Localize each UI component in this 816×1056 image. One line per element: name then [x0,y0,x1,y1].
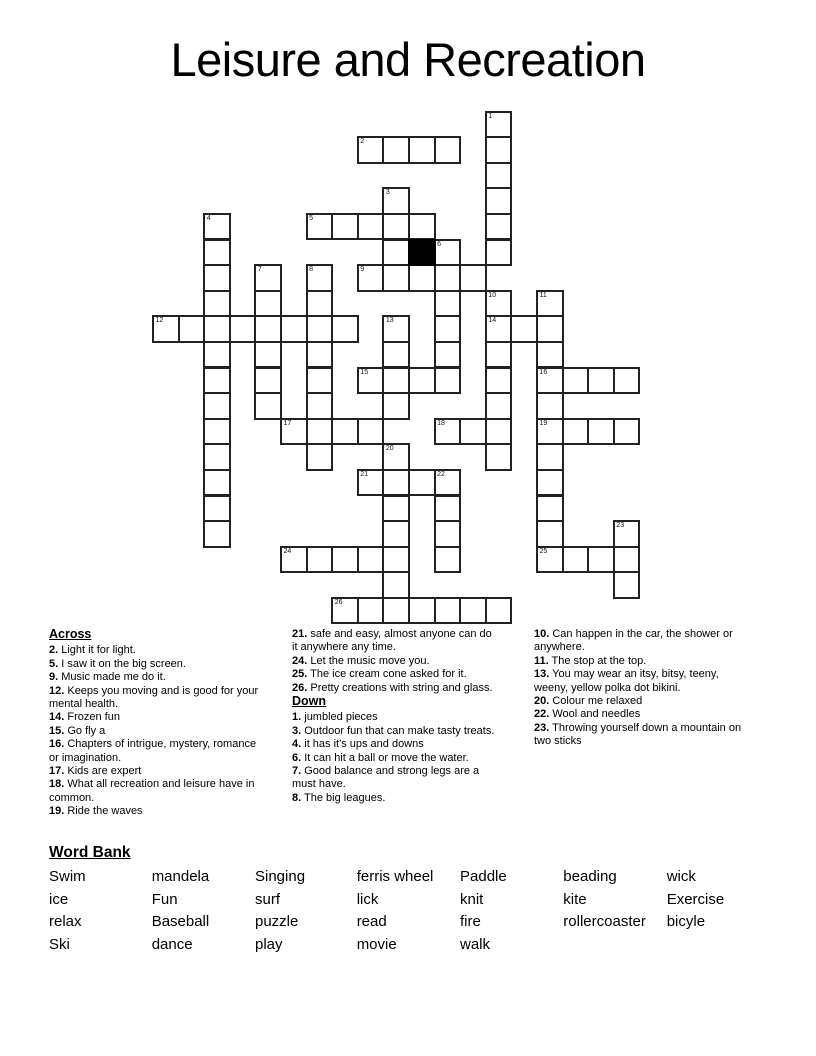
grid-cell-r2-c13[interactable] [485,162,513,190]
word-bank-column-3 [255,866,305,956]
grid-cell-r13-c9[interactable] [382,443,410,471]
clue-down-23 [534,722,750,749]
grid-cell-r9-c9[interactable] [382,341,410,369]
grid-cell-r19-c7[interactable] [331,597,359,625]
grid-cell-r11-c13[interactable] [485,392,513,420]
grid-cell-r8-c1[interactable] [178,315,206,343]
clue-number: 16. [49,738,65,751]
cell-number-6: 6 [437,240,441,248]
grid-cell-r18-c18[interactable] [613,571,641,599]
cell-number-8: 8 [309,266,313,274]
grid-cell-r11-c9[interactable] [382,392,410,420]
grid-cell-r17-c15[interactable] [536,546,564,574]
grid-cell-r7-c6[interactable] [306,290,334,318]
grid-cell-r19-c11[interactable] [434,597,462,625]
grid-cell-r10-c9[interactable] [382,367,410,395]
clue-number: 1. [292,711,302,724]
word-bank-column-1 [49,866,86,956]
grid-cell-r4-c10[interactable] [408,213,436,241]
clue-down-11 [534,655,750,668]
clue-number: 17. [49,765,65,778]
clue-text: Good balance and strong legs are a must have. [292,765,480,791]
grid-cell-r8-c4[interactable] [254,315,282,343]
grid-cell-r3-c13[interactable] [485,187,513,215]
word-bank-word: Paddle [460,868,507,885]
grid-cell-r0-c13[interactable] [485,111,513,139]
clue-down-6 [292,752,497,765]
word-bank-word: walk [460,935,491,953]
word-bank-word: beading [563,868,617,885]
grid-cell-r12-c16[interactable] [562,418,590,446]
clue-number: 23. [534,721,550,734]
grid-cell-r10-c4[interactable] [254,367,282,395]
clues-column-middle [292,628,497,805]
grid-cell-r8-c11[interactable] [434,315,462,343]
cell-number-1: 1 [488,112,493,120]
clue-number: 21. [292,628,308,640]
grid-cell-r6-c11[interactable] [434,264,462,292]
grid-cell-r4-c7[interactable] [331,213,359,241]
grid-cell-r17-c18[interactable] [613,546,641,574]
grid-cell-r11-c2[interactable] [203,392,231,420]
clue-across-15 [49,725,259,738]
clue-number: 5. [49,657,59,670]
grid-cell-r8-c7[interactable] [331,315,359,343]
clue-across-2 [49,644,259,657]
clues-column-left [49,628,259,819]
word-bank-word: fire [460,913,481,931]
crossword-grid [152,111,640,625]
clue-number: 19. [49,805,65,818]
clue-number: 15. [49,724,65,737]
grid-cell-r5-c9[interactable] [382,239,410,267]
grid-cell-r8-c5[interactable] [280,315,308,343]
grid-cell-r13-c13[interactable] [485,443,513,471]
cell-number-25: 25 [539,547,548,555]
word-bank-word: Exercise [666,890,725,908]
word-bank-word: mandela [151,868,210,885]
cell-number-12: 12 [155,317,164,325]
clue-number: 13. [534,668,550,681]
grid-cell-r19-c12[interactable] [459,597,487,625]
clues-column-right [534,628,750,749]
cell-number-4: 4 [206,214,211,222]
grid-cell-r15-c11[interactable] [434,495,462,523]
cell-number-7: 7 [257,266,262,274]
grid-cell-r4-c9[interactable] [382,213,410,241]
grid-cell-r16-c15[interactable] [536,520,564,548]
word-bank-column-5 [460,866,507,956]
grid-cell-r7-c15[interactable] [536,290,564,318]
clue-across-16 [49,738,259,765]
grid-cell-r5-c13[interactable] [485,239,513,267]
grid-cell-r10-c17[interactable] [587,367,615,395]
cell-number-5: 5 [309,214,313,222]
word-bank-column-6 [563,866,646,934]
word-bank-word: movie [356,935,397,953]
clue-number: 18. [49,778,65,791]
grid-cell-r14-c8[interactable] [357,469,385,497]
grid-cell-r10-c2[interactable] [203,367,231,395]
word-bank-word: bicyle [666,913,706,931]
word-bank-word: dance [151,935,193,953]
word-bank-word: Singing [255,868,306,885]
word-bank-column-2 [152,866,210,956]
clue-text: The big leagues. [301,791,386,804]
clue-number: 25. [292,668,308,681]
grid-cell-r10-c18[interactable] [613,367,641,395]
grid-cell-r17-c7[interactable] [331,546,359,574]
word-bank-column-7 [667,866,725,934]
cell-number-26: 26 [334,598,343,606]
clue-text: Colour me relaxed [549,695,643,708]
grid-cell-r9-c4[interactable] [254,341,282,369]
cell-number-10: 10 [488,291,497,299]
grid-cell-r7-c13[interactable] [485,290,513,318]
down-header: Down [292,694,327,709]
grid-cell-r17-c6[interactable] [306,546,334,574]
cell-number-19: 19 [539,419,548,427]
clue-number: 9. [49,671,59,684]
grid-cell-r17-c11[interactable] [434,546,462,574]
clue-text: You may wear an itsy, bitsy, teeny, weeny, yellow polka dot bikini. [534,668,719,694]
clue-down-7 [292,765,497,792]
word-bank-word: read [356,913,387,931]
grid-cell-r6-c12[interactable] [459,264,487,292]
grid-cell-r19-c8[interactable] [357,597,385,625]
across-header: Across [49,627,92,641]
grid-cell-r10-c8[interactable] [357,367,385,395]
clue-across-18 [49,778,259,805]
clue-number: 24. [292,654,308,667]
grid-cell-r8-c15[interactable] [536,315,564,343]
grid-cell-r3-c9[interactable] [382,187,410,215]
grid-cell-r15-c15[interactable] [536,495,564,523]
clue-text: The ice cream cone asked for it. [307,668,467,681]
clue-text: jumbled pieces [301,711,378,724]
clue-number: 8. [292,791,302,804]
clue-text: Chapters of intrigue, mystery, romance or imagination. [49,738,257,764]
grid-cell-r8-c13[interactable] [485,315,513,343]
clue-text: Go fly a [64,724,106,737]
grid-cell-r4-c13[interactable] [485,213,513,241]
clue-text: safe and easy, almost anyone can do it anywhere any time. [292,628,492,654]
grid-cell-r5-c11[interactable] [434,239,462,267]
clue-across-19 [49,805,259,818]
word-bank-word: lick [356,890,379,908]
grid-cell-r8-c3[interactable] [229,315,257,343]
grid-cell-r4-c6[interactable] [306,213,334,241]
grid-cell-r14-c15[interactable] [536,469,564,497]
grid-cell-r17-c5[interactable] [280,546,308,574]
grid-cell-r1-c8[interactable] [357,136,385,164]
clue-text: Wool and needles [549,708,641,721]
word-bank-word: play [255,935,283,953]
puzzle-title: Leisure and Recreation [170,33,646,86]
grid-cell-r19-c10[interactable] [408,597,436,625]
grid-cell-r14-c2[interactable] [203,469,231,497]
cell-number-24: 24 [283,547,292,555]
word-bank-word: Swim [49,868,86,885]
clue-down-20 [534,695,750,708]
clue-down-13 [534,668,750,695]
clue-down-10 [534,628,750,655]
word-bank-header: Word Bank [49,844,131,861]
grid-cell-r8-c9[interactable] [382,315,410,343]
word-bank-word: relax [49,913,82,931]
cell-number-14: 14 [488,317,497,325]
clue-text: Outdoor fun that can make tasty treats. [301,724,495,737]
cell-number-17: 17 [283,419,292,427]
grid-cell-r17-c8[interactable] [357,546,385,574]
clue-text: Throwing yourself down a mountain on two sticks [534,721,742,748]
grid-cell-r17-c9[interactable] [382,546,410,574]
grid-cell-r1-c11[interactable] [434,136,462,164]
grid-cell-r7-c4[interactable] [254,290,282,318]
clue-number: 26. [292,681,308,694]
clue-text: Keeps you moving and is good for your mental health. [49,684,259,711]
clue-number: 12. [49,684,65,697]
grid-cell-r16-c11[interactable] [434,520,462,548]
clue-number: 22. [534,708,550,721]
grid-cell-r9-c11[interactable] [434,341,462,369]
grid-cell-r17-c17[interactable] [587,546,615,574]
grid-cell-r12-c8[interactable] [357,418,385,446]
grid-cell-r16-c2[interactable] [203,520,231,548]
word-bank-word: rollercoaster [563,913,646,931]
cell-number-11: 11 [539,291,547,299]
grid-cell-r9-c13[interactable] [485,341,513,369]
word-bank-word: surf [255,890,281,908]
black-cell [408,239,436,267]
grid-cell-r10-c15[interactable] [536,367,564,395]
grid-cell-r12-c5[interactable] [280,418,308,446]
word-bank-word: wick [666,868,696,885]
grid-cell-r13-c15[interactable] [536,443,564,471]
clue-down-22 [534,708,750,721]
word-bank-word: ferris wheel [356,868,434,885]
clue-text: The stop at the top. [548,654,647,667]
grid-cell-r17-c16[interactable] [562,546,590,574]
grid-cell-r1-c10[interactable] [408,136,436,164]
grid-cell-r6-c8[interactable] [357,264,385,292]
grid-cell-r9-c6[interactable] [306,341,334,369]
clue-number: 20. [534,695,550,708]
clue-down-1 [292,711,497,724]
cell-number-9: 9 [360,266,365,274]
grid-cell-r4-c8[interactable] [357,213,385,241]
clue-across-17 [49,765,259,778]
grid-cell-r11-c6[interactable] [306,392,334,420]
grid-cell-r7-c11[interactable] [434,290,462,318]
grid-cell-r19-c13[interactable] [485,597,513,625]
word-bank-word: Fun [151,890,178,908]
grid-cell-r12-c17[interactable] [587,418,615,446]
clue-text: Frozen fun [64,711,120,724]
grid-cell-r5-c2[interactable] [203,239,231,267]
clue-text: I saw it on the big screen. [58,657,186,670]
grid-cell-r12-c13[interactable] [485,418,513,446]
clue-across-25 [292,668,497,681]
grid-cell-r16-c9[interactable] [382,520,410,548]
clue-text: it has it's ups and downs [301,738,424,751]
clue-across-9 [49,671,259,684]
grid-cell-r10-c11[interactable] [434,367,462,395]
grid-cell-r10-c16[interactable] [562,367,590,395]
grid-cell-r12-c11[interactable] [434,418,462,446]
clue-number: 11. [534,654,549,667]
grid-cell-r10-c13[interactable] [485,367,513,395]
grid-cell-r10-c6[interactable] [306,367,334,395]
word-bank-word: kite [563,890,587,908]
cell-number-3: 3 [385,189,390,197]
grid-cell-r16-c18[interactable] [613,520,641,548]
clue-text: Music made me do it. [58,671,166,684]
grid-cell-r12-c12[interactable] [459,418,487,446]
cell-number-15: 15 [360,368,369,376]
clue-number: 6. [292,751,302,764]
clue-across-26 [292,682,497,695]
grid-cell-r12-c6[interactable] [306,418,334,446]
grid-cell-r1-c13[interactable] [485,136,513,164]
clue-text: Light it for light. [58,644,136,657]
grid-cell-r1-c9[interactable] [382,136,410,164]
grid-cell-r14-c11[interactable] [434,469,462,497]
grid-cell-r8-c14[interactable] [510,315,538,343]
clue-across-14 [49,711,259,724]
grid-cell-r4-c2[interactable] [203,213,231,241]
clue-across-12 [49,685,259,712]
grid-cell-r8-c2[interactable] [203,315,231,343]
grid-cell-r7-c2[interactable] [203,290,231,318]
clue-number: 10. [534,628,550,640]
clue-number: 3. [292,724,302,737]
grid-cell-r14-c10[interactable] [408,469,436,497]
grid-cell-r13-c6[interactable] [306,443,334,471]
clue-text: Let the music move you. [307,654,430,667]
word-bank-word: Baseball [151,913,210,931]
word-bank-column-4 [357,866,434,956]
cell-number-22: 22 [437,470,445,478]
grid-cell-r18-c9[interactable] [382,571,410,599]
grid-cell-r14-c9[interactable] [382,469,410,497]
cell-number-18: 18 [437,419,445,427]
grid-cell-r6-c4[interactable] [254,264,282,292]
grid-cell-r8-c0[interactable] [152,315,180,343]
clue-text: Ride the waves [64,805,143,818]
clue-text: What all recreation and leisure have in common. [49,778,255,804]
clue-text: Pretty creations with string and glass. [307,681,493,694]
grid-cell-r19-c9[interactable] [382,597,410,625]
word-bank-word: Ski [49,935,70,953]
clue-down-3 [292,725,497,738]
cell-number-23: 23 [616,522,625,530]
clue-across-24 [292,655,497,668]
grid-cell-r15-c2[interactable] [203,495,231,523]
grid-cell-r10-c10[interactable] [408,367,436,395]
cell-number-21: 21 [360,470,369,478]
clue-across-21 [292,628,497,655]
grid-cell-r13-c2[interactable] [203,443,231,471]
clue-number: 2. [49,644,59,657]
cell-number-20: 20 [385,445,394,453]
clue-across-5 [49,658,259,671]
grid-cell-r6-c10[interactable] [408,264,436,292]
grid-cell-r12-c15[interactable] [536,418,564,446]
grid-cell-r12-c18[interactable] [613,418,641,446]
grid-cell-r8-c6[interactable] [306,315,334,343]
grid-cell-r12-c2[interactable] [203,418,231,446]
clue-number: 14. [49,711,65,724]
word-bank-word: knit [460,890,484,908]
grid-cell-r12-c7[interactable] [331,418,359,446]
word-bank-word: puzzle [255,913,299,931]
clue-number: 4. [292,738,302,751]
grid-cell-r6-c9[interactable] [382,264,410,292]
grid-cell-r6-c6[interactable] [306,264,334,292]
cell-number-13: 13 [385,317,394,325]
cell-number-16: 16 [539,368,548,376]
clue-text: Kids are expert [64,765,142,778]
clue-down-4 [292,738,497,751]
cell-number-2: 2 [360,138,365,146]
clue-text: It can hit a ball or move the water. [301,751,469,764]
grid-cell-r9-c15[interactable] [536,341,564,369]
clue-text: Can happen in the car, the shower or anywhere. [534,628,733,654]
word-bank-word: ice [49,890,69,908]
grid-cell-r11-c4[interactable] [254,392,282,420]
grid-cell-r15-c9[interactable] [382,495,410,523]
grid-cell-r6-c2[interactable] [203,264,231,292]
clue-number: 7. [292,765,302,778]
clue-down-8 [292,792,497,805]
grid-cell-r9-c2[interactable] [203,341,231,369]
grid-cell-r11-c15[interactable] [536,392,564,420]
